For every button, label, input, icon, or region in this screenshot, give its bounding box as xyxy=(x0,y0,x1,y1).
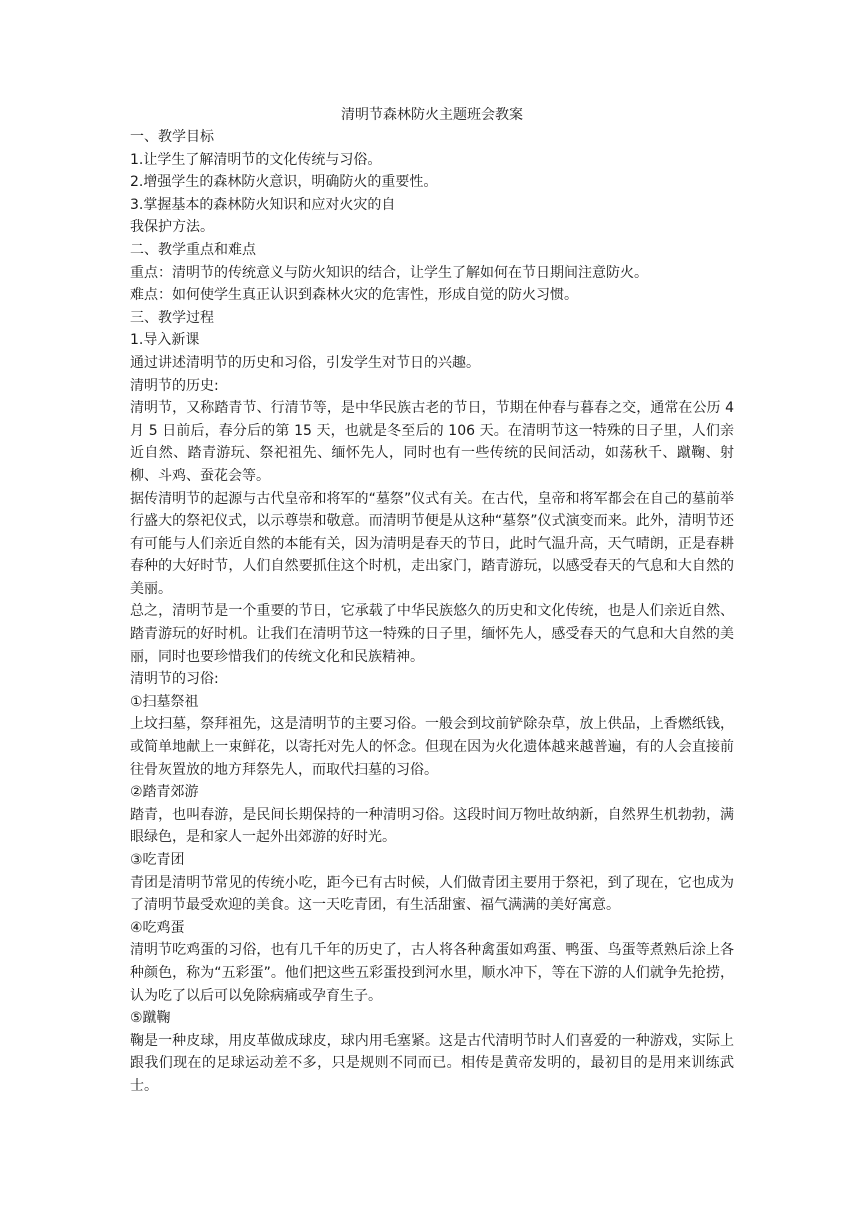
body-line: ④吃鸡蛋 xyxy=(130,919,185,936)
body-paragraph: 总之，清明节是一个重要的节日，它承载了中华民族悠久的历史和文化传统，也是人们亲近自然、踏青游玩的好时机。让我们在清明节这一特殊的日子里，缅怀先人，感受春天的气息和大自然的美丽，同时也要珍惜我们的传统文化和民族精神。 xyxy=(130,603,734,665)
document-page xyxy=(130,104,734,1098)
body-line: ②踏青郊游 xyxy=(130,784,199,801)
body-line: 清明节的历史: xyxy=(130,377,219,394)
body-line: 1.导入新课 xyxy=(130,332,200,349)
body-line: 重点：清明节的传统意义与防火知识的结合，让学生了解如何在节日期间注意防火。 xyxy=(130,264,648,281)
body-paragraph: 踏青，也叫春游，是民间长期保持的一种清明习俗。这段时间万物吐故纳新，自然界生机勃勃，满眼绿色，是和家人一起外出郊游的好时光。 xyxy=(130,806,734,846)
body-line: ⑤蹴鞠 xyxy=(130,1010,171,1027)
body-paragraph: 清明节，又称踏青节、行清节等，是中华民族古老的节日，节期在仲春与暮春之交，通常在公历 4 月 5 日前后，春分后的第 15 天，也就是冬至后的 106 天。在清明节这一特殊的日子里，人们亲近自然、踏青游玩、祭祀祖先、缅怀先人，同时也有一些传统的民间活动，如荡秋千、蹴鞠、射柳、斗鸡、蚕花会等。 xyxy=(130,400,734,484)
body-line: 一、教学目标 xyxy=(130,129,214,145)
body-line: 1.让学生了解清明节的文化传统与习俗。 xyxy=(130,151,382,168)
body-paragraph: 青团是清明节常见的传统小吃，距今已有古时候，人们做青团主要用于祭祀，到了现在，它也成为了清明节最受欢迎的美食。这一天吃青团，有生活甜蜜、福气满满的美好寓意。 xyxy=(130,874,734,914)
body-line: 二、教学重点和难点 xyxy=(130,241,256,258)
document-body xyxy=(130,126,734,1098)
body-line: ①扫墓祭祖 xyxy=(130,693,199,710)
body-paragraph: 鞠是一种皮球，用皮革做成球皮，球内用毛塞紧。这是古代清明节时人们喜爱的一种游戏，实际上跟我们现在的足球运动差不多，只是规则不同而已。相传是黄帝发明的，最初目的是用来训练武士。 xyxy=(130,1032,734,1094)
body-line: 通过讲述清明节的历史和习俗，引发学生对节日的兴趣。 xyxy=(130,354,480,371)
body-line: 三、教学过程 xyxy=(130,309,214,326)
body-line: 我保护方法。 xyxy=(130,219,214,236)
body-line: 3.掌握基本的森林防火知识和应对火灾的自 xyxy=(130,196,396,213)
body-line: 难点：如何使学生真正认识到森林火灾的危害性，形成自觉的防火习惯。 xyxy=(130,287,578,304)
body-line: 清明节的习俗: xyxy=(130,671,219,688)
body-paragraph: 上坟扫墓，祭拜祖先，这是清明节的主要习俗。一般会到坟前铲除杂草，放上供品，上香燃纸钱，或简单地献上一束鲜花，以寄托对先人的怀念。但现在因为火化遗体越来越普遍，有的人会直接前往骨灰置放的地方拜祭先人，而取代扫墓的习俗。 xyxy=(130,716,734,778)
body-line: ③吃青团 xyxy=(130,852,185,868)
body-line: 2.增强学生的森林防火意识，明确防火的重要性。 xyxy=(130,174,438,191)
body-paragraph: 清明节吃鸡蛋的习俗，也有几千年的历史了，古人将各种禽蛋如鸡蛋、鸭蛋、鸟蛋等煮熟后涂上各种颜色，称为“五彩蛋”。他们把这些五彩蛋投到河水里，顺水冲下，等在下游的人们就争先抢捞，认为吃了以后可以免除病痛或孕育生子。 xyxy=(130,942,734,1004)
document-title: 清明节森林防火主题班会教案 xyxy=(341,107,523,123)
body-paragraph: 据传清明节的起源与古代皇帝和将军的“墓祭”仪式有关。在古代，皇帝和将军都会在自己的墓前举行盛大的祭祀仪式，以示尊崇和敬意。而清明节便是从这种“墓祭”仪式演变而来。此外，清明节还有可能与人们亲近自然的本能有关，因为清明是春天的节日，此时气温升高，天气晴朗，正是春耕春种的大好时节，人们自然要抓住这个时机，走出家门，踏青游玩，以感受春天的气息和大自然的美丽。 xyxy=(130,490,734,597)
